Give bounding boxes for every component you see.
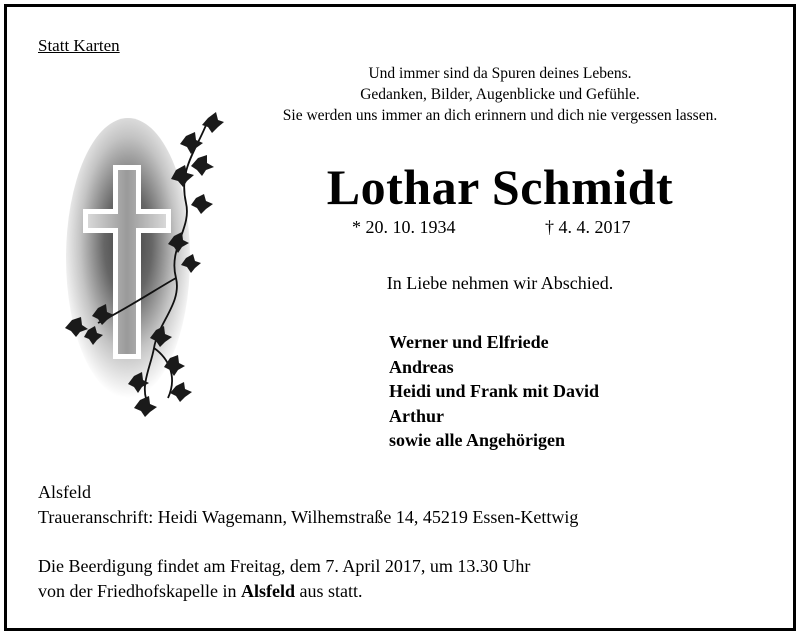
poem (230, 63, 770, 126)
mourner-line: sowie alle Angehörigen (389, 430, 565, 450)
mourners-list (389, 330, 599, 453)
poem-line: Sie werden uns immer an dich erinnern und dich nie vergessen lassen. (282, 107, 718, 124)
death-date: † 4. 4. 2017 (545, 217, 631, 237)
mourner-line: Werner und Elfriede (389, 332, 549, 352)
mourner-line: Arthur (389, 405, 444, 426)
mourner-line: Andreas (389, 356, 454, 377)
mourning-address: Traueranschrift: Heidi Wagemann, Wilhemstraße 14, 45219 Essen-Kettwig (38, 507, 579, 527)
cross-with-ivy-icon (58, 108, 228, 426)
deceased-name: Lothar Schmidt (326, 159, 674, 215)
farewell-text: In Liebe nehmen wir Abschied. (386, 273, 614, 293)
mourner-line: Heidi und Frank mit David (389, 381, 600, 401)
poem-line: Und immer sind da Spuren deines Lebens. (368, 65, 632, 82)
funeral-line2-post: aus statt. (294, 581, 363, 601)
poem-line: Gedanken, Bilder, Augenblicke und Gefühle. (360, 86, 640, 103)
funeral-info-line2 (38, 581, 362, 602)
funeral-place-bold: Alsfeld (240, 581, 295, 601)
funeral-info-line1: Die Beerdigung findet am Freitag, dem 7. April 2017, um 13.30 Uhr (38, 556, 531, 576)
header-statt-karten: Statt Karten (38, 36, 120, 55)
funeral-line2-pre: von der Friedhofskapelle in (38, 581, 241, 601)
birth-date: * 20. 10. 1934 (352, 217, 456, 237)
place: Alsfeld (38, 482, 91, 502)
